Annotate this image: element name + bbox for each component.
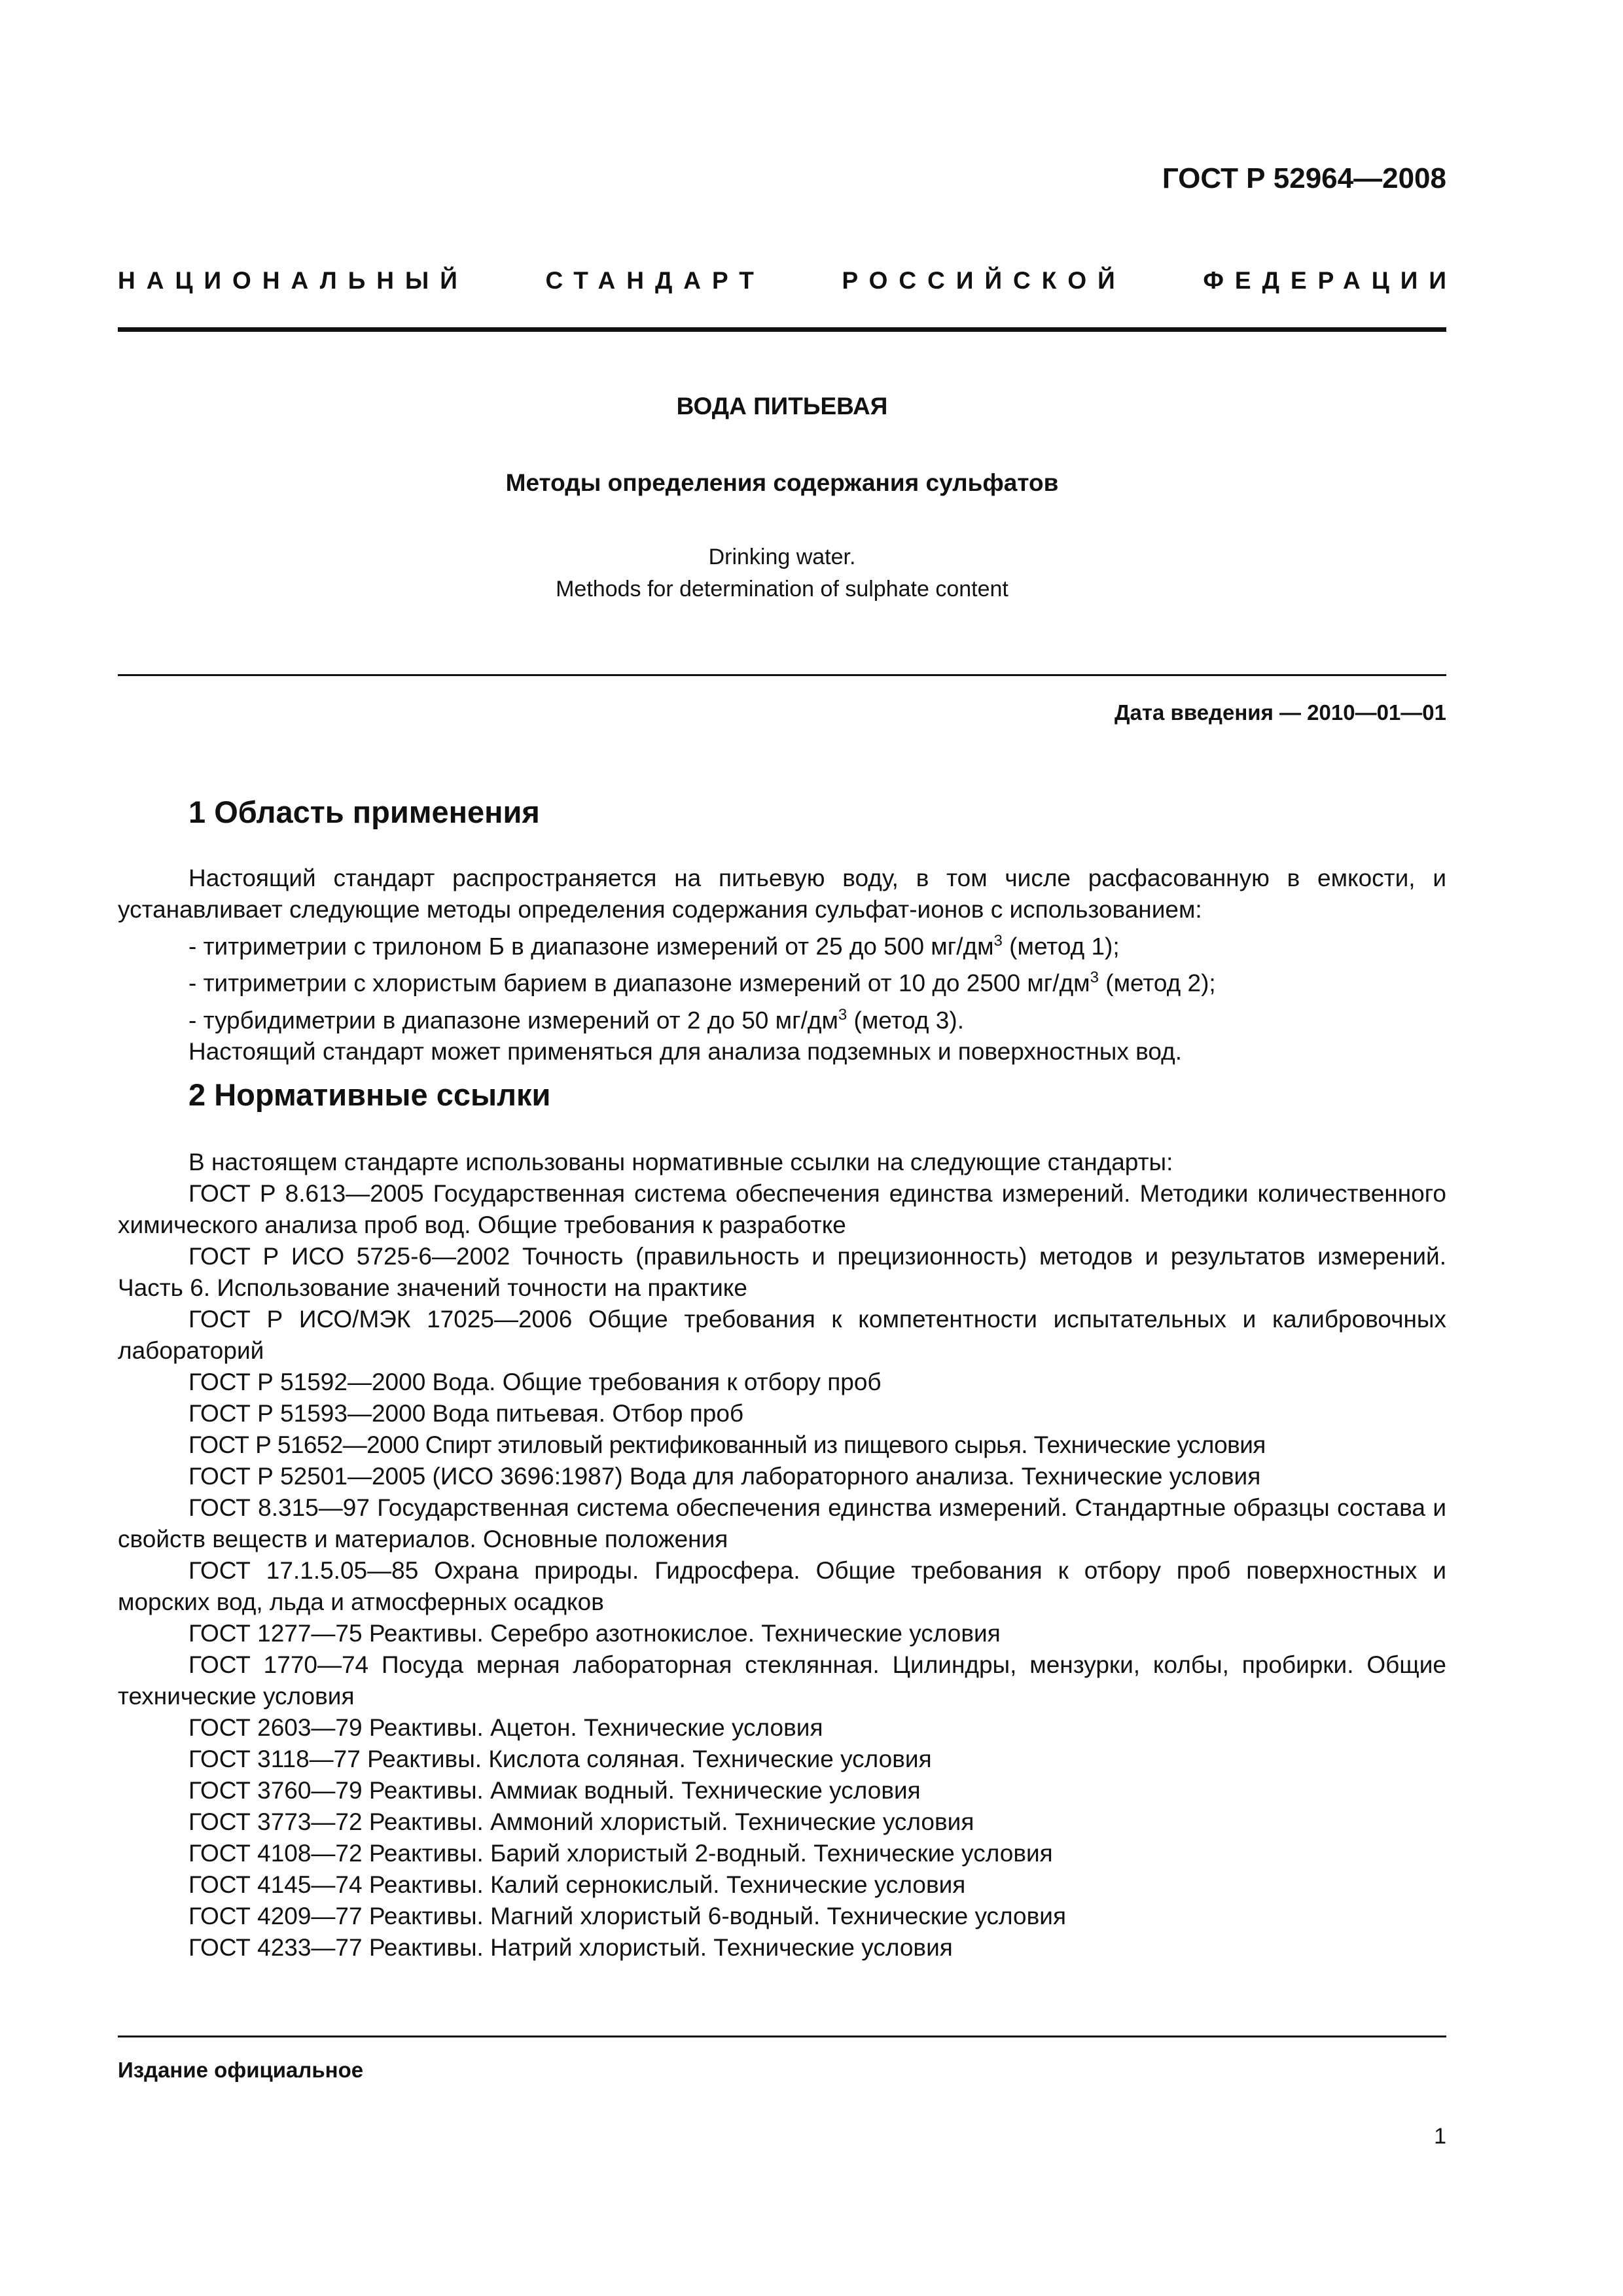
reference-item: ГОСТ Р 51592—2000 Вода. Общие требования к отбору проб xyxy=(188,1369,882,1395)
reference-item: ГОСТ 4209—77 Реактивы. Магний хлористый 6-водный. Технические условия xyxy=(188,1903,1066,1929)
reference-item: ГОСТ Р 51652—2000 Спирт этиловый ректификованный из пищевого сырья. Технические условия xyxy=(188,1431,1266,1458)
reference-item: ГОСТ 8.315—97 Государственная система обеспечения единства измерений. Стандартные образцы состава и свойств веществ и материалов. Основные положения xyxy=(118,1494,1446,1552)
document-subtitle: Методы определения содержания сульфатов xyxy=(505,469,1059,496)
banner-word: СТАНДАРТ xyxy=(545,267,765,294)
section-1-body xyxy=(118,863,1446,1067)
introduction-date: Дата введения — 2010—01—01 xyxy=(1115,700,1446,725)
section-1-paragraph: Настоящий стандарт распространяется на питьевую воду, в том числе расфасованную в емкости, и устанавливает следующие методы определения содержания сульфат-ионов с использованием: xyxy=(118,865,1446,923)
english-title xyxy=(118,541,1446,605)
page-number: 1 xyxy=(1434,2124,1446,2149)
reference-item: ГОСТ Р ИСО/МЭК 17025—2006 Общие требования к компетентности испытательных и калибровочных лабораторий xyxy=(118,1306,1446,1364)
section-2-body xyxy=(118,1147,1446,1964)
title-divider xyxy=(118,674,1446,676)
banner-word: НАЦИОНАЛЬНЫЙ xyxy=(118,267,469,294)
section-1-heading: 1 Область применения xyxy=(188,795,540,829)
reference-item: ГОСТ Р 52501—2005 (ИСО 3696:1987) Вода для лабораторного анализа. Технические условия xyxy=(188,1463,1261,1490)
reference-item: ГОСТ Р 8.613—2005 Государственная система обеспечения единства измерений. Методики количественного химического анализа проб вод. Общие требования к разработке xyxy=(118,1180,1446,1238)
english-title-line: Methods for determination of sulphate content xyxy=(556,577,1008,601)
reference-item: ГОСТ 3760—79 Реактивы. Аммиак водный. Технические условия xyxy=(188,1777,921,1804)
reference-item: ГОСТ 3773—72 Реактивы. Аммоний хлористый. Технические условия xyxy=(188,1808,974,1835)
section-2-heading: 2 Нормативные ссылки xyxy=(188,1077,551,1112)
section-2-intro: В настоящем стандарте использованы нормативные ссылки на следующие стандарты: xyxy=(188,1149,1173,1175)
list-item: - титриметрии с трилоном Б в диапазоне измерений от 25 до 500 $мг/дм^3$ (метод 1); xyxy=(188,932,1120,960)
standard-number: ГОСТ Р 52964—2008 xyxy=(1162,162,1446,194)
english-title-line: Drinking water. xyxy=(708,545,856,569)
banner-word: РОССИЙСКОЙ xyxy=(842,267,1126,294)
list-item: - турбидиметрии в диапазоне измерений от 2 до 50 $мг/дм^3$ (метод 3). xyxy=(188,1005,964,1033)
reference-item: ГОСТ Р 51593—2000 Вода питьевая. Отбор проб xyxy=(188,1400,744,1427)
reference-item: ГОСТ 3118—77 Реактивы. Кислота соляная. Технические условия xyxy=(188,1746,932,1772)
reference-item: ГОСТ 4108—72 Реактивы. Барий хлористый 2-водный. Технические условия xyxy=(188,1840,1053,1867)
reference-item: ГОСТ 2603—79 Реактивы. Ацетон. Технические условия xyxy=(188,1714,823,1741)
reference-item: ГОСТ 4233—77 Реактивы. Натрий хлористый. Технические условия xyxy=(188,1934,953,1961)
footer-divider xyxy=(118,2036,1446,2037)
national-standard-banner xyxy=(118,267,1457,295)
reference-item: ГОСТ 4145—74 Реактивы. Калий сернокислый. Технические условия xyxy=(188,1871,966,1898)
reference-item: ГОСТ 1770—74 Посуда мерная лабораторная стеклянная. Цилиндры, мензурки, колбы, пробирки. Общие технические условия xyxy=(118,1651,1446,1710)
reference-item: ГОСТ Р ИСО 5725-6—2002 Точность (правильность и прецизионность) методов и результатов измерений. Часть 6. Использование значений точности на практике xyxy=(118,1243,1446,1301)
list-item: - титриметрии с хлористым барием в диапазоне измерений от 10 до 2500 $мг/дм^3$ (метод 2); xyxy=(188,969,1216,997)
reference-item: ГОСТ 17.1.5.05—85 Охрана природы. Гидросфера. Общие требования к отбору проб поверхностных и морских вод, льда и атмосферных осадков xyxy=(118,1557,1446,1615)
document-title: ВОДА ПИТЬЕВАЯ xyxy=(676,393,888,420)
banner-word: ФЕДЕРАЦИИ xyxy=(1203,267,1457,294)
document-page xyxy=(118,0,1457,2296)
header-divider xyxy=(118,327,1446,332)
section-1-paragraph: Настоящий стандарт может применяться для анализа подземных и поверхностных вод. xyxy=(188,1037,1183,1065)
official-edition-note: Издание официальное xyxy=(118,2058,364,2082)
reference-item: ГОСТ 1277—75 Реактивы. Серебро азотнокислое. Технические условия xyxy=(188,1620,1001,1647)
